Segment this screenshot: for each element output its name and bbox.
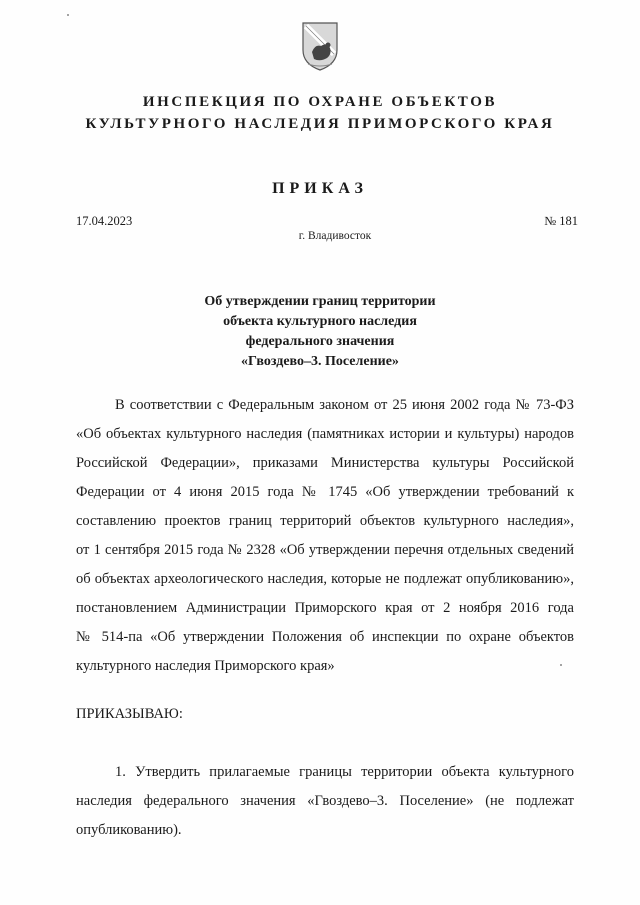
title-line: Об утверждении границ территории — [204, 294, 436, 309]
item-1-line: опубликованию). — [76, 822, 182, 838]
document-title — [0, 292, 640, 372]
item-1-line: наследия федерального значения «Гвоздево–3. Поселение» (не подлежат — [76, 793, 574, 809]
item-1-line: 1. Утвердить прилагаемые границы территории объекта культурного — [115, 764, 574, 780]
preamble-line: «Об объектах культурного наследия (памятниках истории и культуры) народов — [76, 426, 574, 442]
preamble-line: В соответствии с Федеральным законом от 25 июня 2002 года № 73-ФЗ — [115, 397, 574, 413]
preamble-line: постановлением Администрации Приморского края от 2 ноября 2016 года — [76, 600, 574, 616]
title-line: федерального значения — [245, 334, 395, 349]
document-number: № 181 — [544, 214, 578, 228]
scan-speck — [67, 14, 69, 16]
document-city: г. Владивосток — [298, 230, 372, 242]
preamble-line: культурного наследия Приморского края» — [76, 658, 335, 674]
preamble-line: Федерации от 4 июня 2015 года № 1745 «Об утверждении требований к — [76, 484, 574, 500]
title-line: «Гвоздево–3. Поселение» — [241, 354, 399, 369]
preamble-line: Российской Федерации», приказами Министерства культуры Российской — [76, 455, 574, 471]
scan-speck — [560, 664, 562, 666]
agency-name-line-2: КУЛЬТУРНОГО НАСЛЕДИЯ ПРИМОРСКОГО КРАЯ — [85, 116, 555, 132]
agency-name-line-1: ИНСПЕКЦИЯ ПО ОХРАНЕ ОБЪЕКТОВ — [142, 94, 498, 110]
preamble-line: об объектах археологического наследия, которые не подлежат опубликованию», — [76, 571, 574, 587]
preamble-line: от 1 сентября 2015 года № 2328 «Об утверждении перечня отдельных сведений — [76, 542, 574, 558]
document-date: 17.04.2023 — [76, 214, 133, 228]
order-directive: ПРИКАЗЫВАЮ: — [76, 706, 183, 722]
document-type: ПРИКАЗ — [272, 180, 368, 197]
title-line: объекта культурного наследия — [223, 314, 417, 329]
coat-of-arms-icon — [300, 20, 340, 72]
preamble-line: составлению проектов границ территорий объектов культурного наследия», — [76, 513, 574, 529]
preamble-line: № 514-па «Об утверждении Положения об инспекции по охране объектов — [76, 629, 574, 645]
